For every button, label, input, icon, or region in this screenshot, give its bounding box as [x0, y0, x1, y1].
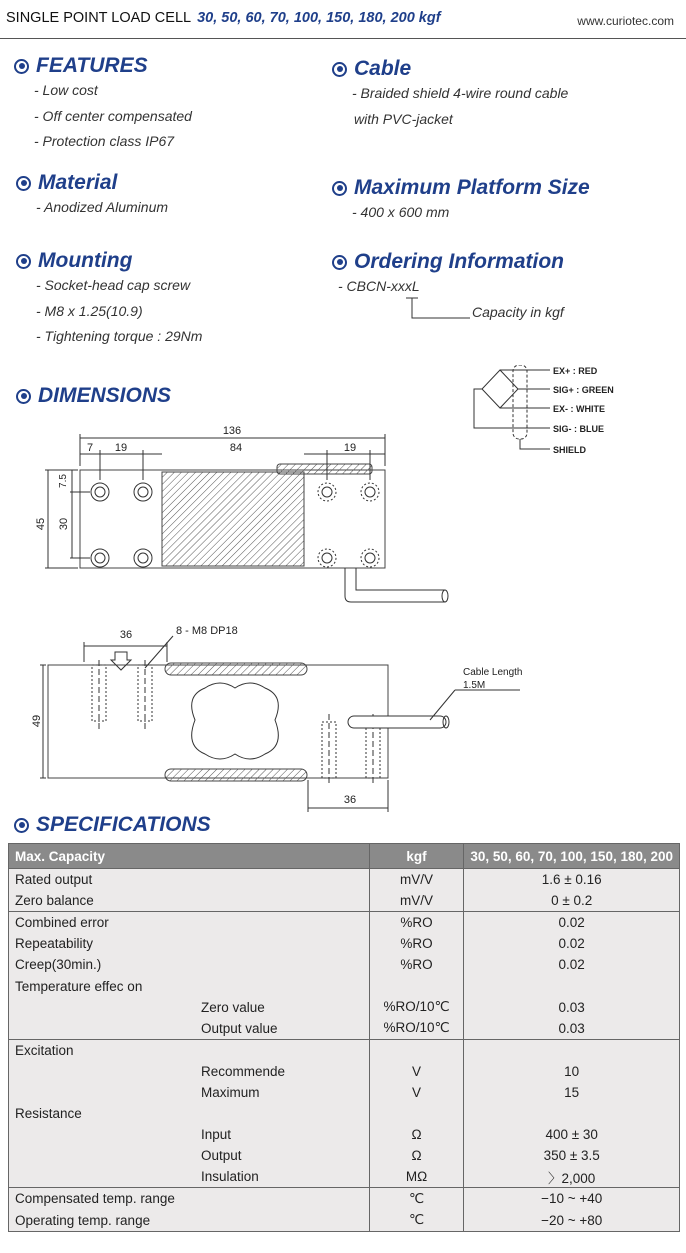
- table-row: [9, 912, 680, 934]
- spec-label: Combined error: [9, 912, 370, 934]
- platform-section: [332, 176, 590, 226]
- spec-label: Temperature effec on: [9, 975, 370, 996]
- features-title: FEATURES: [36, 54, 148, 77]
- spec-value: 〉2,000: [464, 1166, 680, 1188]
- bullet-icon: [16, 254, 31, 269]
- bullet-icon: [16, 176, 31, 191]
- side-view: [31, 625, 523, 812]
- dim-7: 7: [86, 442, 94, 454]
- bullet-icon: [14, 59, 29, 74]
- spec-label: Input: [9, 1124, 370, 1145]
- spec-unit: %RO: [369, 954, 464, 975]
- product-title: [6, 10, 441, 26]
- spec-value: 1.6 ± 0.16: [464, 869, 680, 891]
- table-row: [9, 933, 680, 954]
- spec-label: Maximum: [9, 1082, 370, 1103]
- table-row: [9, 890, 680, 912]
- table-row: [9, 1039, 680, 1061]
- dimensions-section: [16, 384, 171, 408]
- hole-spec: 8 - M8 DP18: [176, 625, 238, 637]
- spec-unit: ℃: [369, 1188, 464, 1210]
- bullet-icon: [14, 818, 29, 833]
- features-item: - Off center compensated: [34, 107, 192, 124]
- dimensions-title: DIMENSIONS: [38, 384, 172, 407]
- bullet-icon: [332, 62, 347, 77]
- product-name: SINGLE POINT LOAD CELL: [6, 10, 192, 26]
- spec-value: 0.03: [464, 997, 680, 1018]
- table-row: [9, 1210, 680, 1232]
- spec-label: Recommende: [9, 1061, 370, 1082]
- spec-label: Rated output: [9, 869, 370, 891]
- ordering-pointer: [400, 296, 480, 322]
- dim-84: 84: [229, 442, 243, 454]
- cable-section: [332, 57, 568, 132]
- wire-label: EX- : WHITE: [553, 404, 605, 414]
- spec-value: 0.02: [464, 954, 680, 975]
- dim-36: 36: [343, 794, 357, 806]
- header-cell: Max. Capacity: [9, 844, 370, 869]
- spec-unit: V: [369, 1082, 464, 1103]
- table-row: [9, 975, 680, 996]
- spec-value: 0 ± 0.2: [464, 890, 680, 912]
- bullet-icon: [332, 181, 347, 196]
- spec-label: Insulation: [9, 1166, 370, 1188]
- spec-value: 0.02: [464, 912, 680, 934]
- header-cell: kgf: [369, 844, 464, 869]
- ordering-section: [332, 250, 564, 300]
- spec-label: Output value: [9, 1018, 370, 1040]
- spec-unit: Ω: [369, 1145, 464, 1166]
- spec-value: [464, 1039, 680, 1061]
- cable-title: Cable: [354, 57, 412, 80]
- mounting-item: - Tightening torque : 29Nm: [36, 328, 203, 344]
- top-view: [35, 425, 448, 602]
- features-item: - Protection class IP67: [34, 133, 175, 149]
- dim-19: 19: [343, 442, 357, 454]
- spec-label: Output: [9, 1145, 370, 1166]
- material-section: [16, 171, 168, 221]
- website-link[interactable]: www.curiotec.com: [577, 14, 674, 28]
- mounting-item: - Socket-head cap screw: [36, 277, 191, 293]
- spec-value: 10: [464, 1061, 680, 1082]
- table-row: [9, 1145, 680, 1166]
- header-divider: [0, 38, 686, 39]
- spec-unit: MΩ: [369, 1166, 464, 1188]
- material-item: - Anodized Aluminum: [36, 199, 169, 215]
- dim-36: 36: [119, 629, 133, 641]
- table-row: [9, 1061, 680, 1082]
- table-row: [9, 1166, 680, 1188]
- wire-label: EX+ : RED: [553, 366, 598, 376]
- table-row: [9, 1188, 680, 1210]
- dim-30: 30: [58, 517, 70, 531]
- spec-value: [464, 975, 680, 996]
- table-row: [9, 1082, 680, 1103]
- spec-value: −10 ~ +40: [464, 1188, 680, 1210]
- capacity-range: 30, 50, 60, 70, 100, 150, 180, 200 kgf: [197, 10, 441, 26]
- spec-label: Zero balance: [9, 890, 370, 912]
- specifications-section: [14, 813, 211, 837]
- spec-label: Compensated temp. range: [9, 1188, 370, 1210]
- spec-unit: [369, 1103, 464, 1124]
- features-section: [14, 54, 192, 155]
- table-row: [9, 1124, 680, 1145]
- ordering-title: Ordering Information: [354, 250, 564, 273]
- wire-label: SIG- : BLUE: [553, 424, 604, 434]
- cable-length-value: 1.5M: [463, 680, 486, 691]
- spec-unit: [369, 975, 464, 996]
- platform-title: Maximum Platform Size: [354, 176, 590, 199]
- spec-label: Resistance: [9, 1103, 370, 1124]
- platform-item: - 400 x 600 mm: [352, 204, 450, 220]
- spec-unit: %RO: [369, 912, 464, 934]
- spec-unit: [369, 1039, 464, 1061]
- spec-value: 0.03: [464, 1018, 680, 1040]
- table-row: [9, 954, 680, 975]
- dim-136: 136: [222, 425, 242, 437]
- table-row: [9, 997, 680, 1018]
- ordering-note: Capacity in kgf: [472, 304, 564, 320]
- mounting-item: - M8 x 1.25(10.9): [36, 302, 143, 319]
- specifications-title: SPECIFICATIONS: [36, 813, 211, 836]
- spec-value: 400 ± 30: [464, 1124, 680, 1145]
- spec-label: Creep(30min.): [9, 954, 370, 975]
- table-row: [9, 1018, 680, 1040]
- cable-length-label: Cable Length: [463, 667, 523, 678]
- mounting-title: Mounting: [38, 249, 133, 272]
- spec-value: [464, 1103, 680, 1124]
- spec-unit: mV/V: [369, 890, 464, 912]
- bullet-icon: [332, 255, 347, 270]
- dim-49: 49: [31, 714, 43, 728]
- spec-label: Repeatability: [9, 933, 370, 954]
- spec-value: 350 ± 3.5: [464, 1145, 680, 1166]
- page-header: [0, 0, 686, 40]
- table-header-row: [9, 844, 680, 869]
- spec-label: Zero value: [9, 997, 370, 1018]
- spec-value: −20 ~ +80: [464, 1210, 680, 1232]
- spec-unit: Ω: [369, 1124, 464, 1145]
- spec-unit: %RO/10℃: [369, 997, 464, 1018]
- wire-label: SIG+ : GREEN: [553, 385, 614, 395]
- spec-unit: %RO/10℃: [369, 1018, 464, 1040]
- spec-unit: %RO: [369, 933, 464, 954]
- cable-item: - Braided shield 4-wire round cable: [352, 85, 569, 101]
- spec-value: 0.02: [464, 933, 680, 954]
- wire-label: SHIELD: [553, 445, 587, 455]
- bullet-icon: [16, 389, 31, 404]
- header-cell: 30, 50, 60, 70, 100, 150, 180, 200: [464, 844, 680, 869]
- spec-label: Operating temp. range: [9, 1210, 370, 1232]
- spec-label: Excitation: [9, 1039, 370, 1061]
- dim-45: 45: [35, 517, 47, 531]
- table-row: [9, 1103, 680, 1124]
- table-row: [9, 869, 680, 891]
- dim-19: 19: [114, 442, 128, 454]
- specifications-table: [8, 843, 680, 1232]
- material-title: Material: [38, 171, 118, 194]
- dimensions-drawing: [0, 420, 686, 815]
- dim-7-5: 7.5: [58, 474, 69, 488]
- ordering-code: - CBCN-xxxL: [338, 278, 420, 294]
- mounting-section: [16, 249, 202, 350]
- spec-value: 15: [464, 1082, 680, 1103]
- features-item: - Low cost: [34, 82, 98, 98]
- spec-unit: V: [369, 1061, 464, 1082]
- spec-unit: mV/V: [369, 869, 464, 891]
- spec-unit: ℃: [369, 1210, 464, 1232]
- cable-item: with PVC-jacket: [354, 110, 453, 127]
